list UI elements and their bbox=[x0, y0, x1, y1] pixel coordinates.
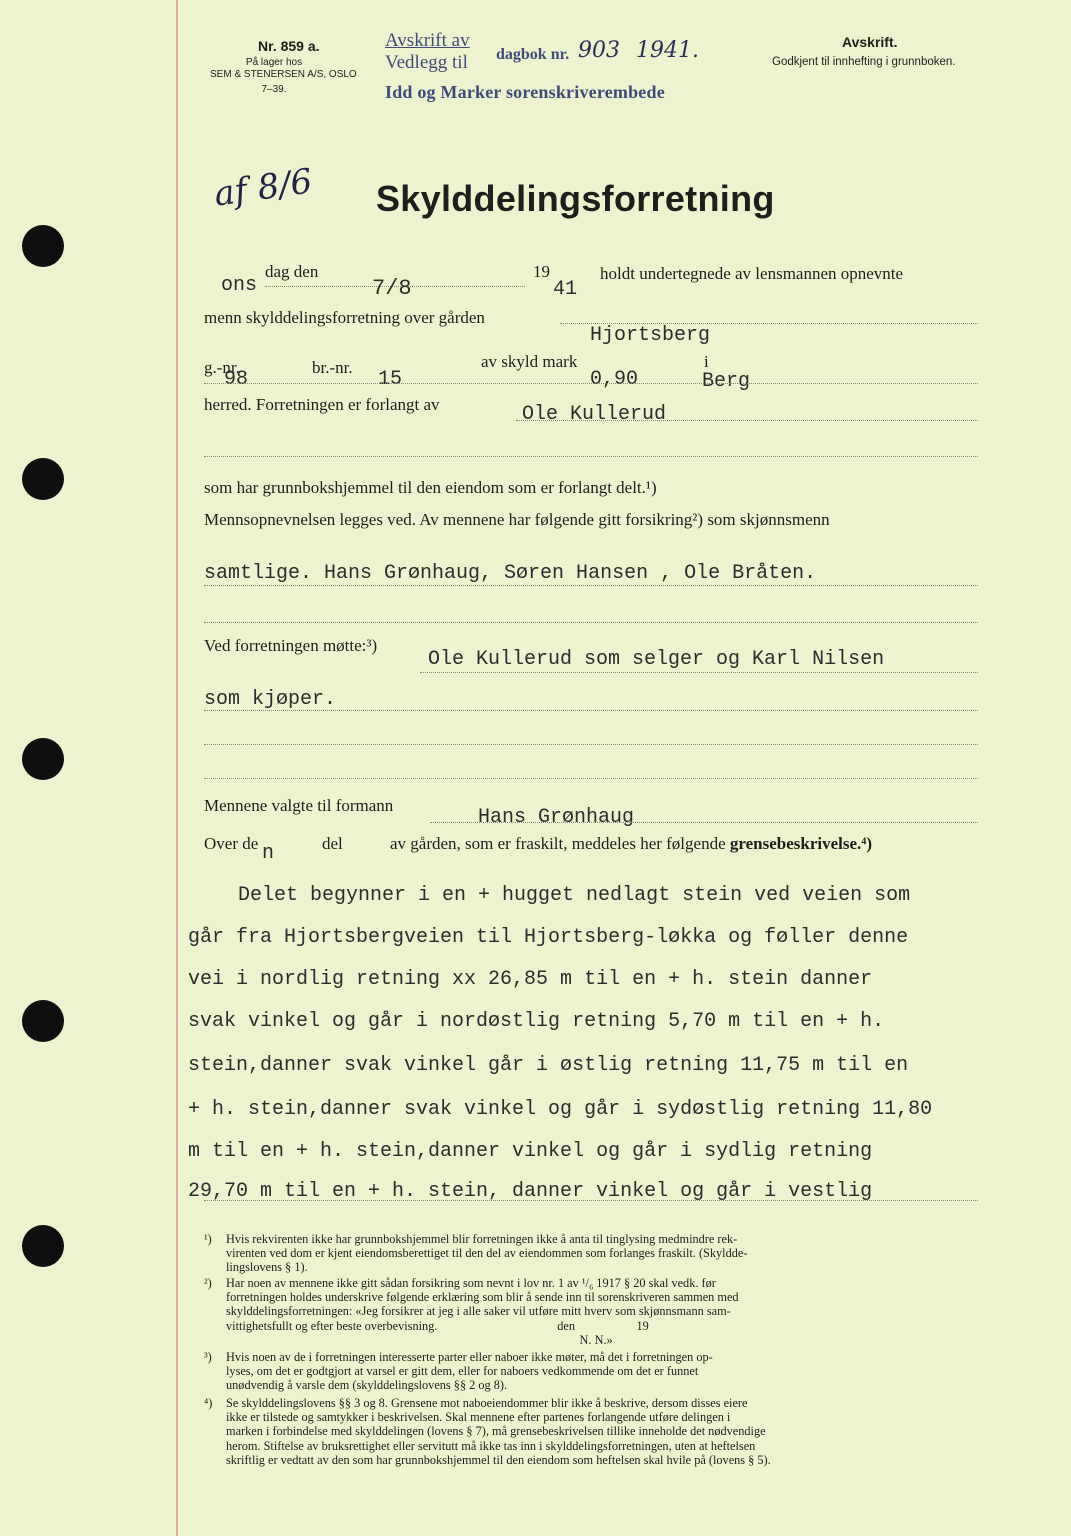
boundary-line: vei i nordlig retning xx 26,85 m til en + h. stein danner bbox=[188, 968, 873, 991]
footnote-2 bbox=[204, 1276, 984, 1347]
present-line bbox=[420, 672, 978, 673]
stamp-office: Idd og Marker sorenskriverembede bbox=[385, 82, 665, 102]
blank-line bbox=[204, 710, 978, 711]
present-line2: som kjøper. bbox=[204, 688, 337, 711]
footnote-3 bbox=[204, 1350, 984, 1393]
boundary-line: Delet begynner i en + hugget nedlagt stein ved veien som bbox=[238, 884, 911, 907]
footnote-1 bbox=[204, 1232, 984, 1275]
footnote-line: herom. Stiftelse av bruksrettighet eller servitutt må ikke tas inn i skylddelingsforretningen, uten at heftelsen bbox=[226, 1438, 756, 1453]
boundary-line: m til en + h. stein,danner vinkel og går i sydlig retning bbox=[188, 1140, 873, 1163]
chairman-line bbox=[430, 822, 978, 823]
gnr-label: g.-nr. bbox=[204, 358, 240, 377]
boundary-intro bbox=[390, 834, 872, 854]
over-label: Over de bbox=[204, 834, 259, 853]
i-label: i bbox=[704, 352, 709, 371]
boundary-intro-plain: av gården, som er fraskilt, meddeles her følgende bbox=[390, 834, 726, 853]
boundary-line: 29,70 m til en + h. stein, danner vinkel og går i vestlig bbox=[188, 1180, 873, 1203]
boundary-line: svak vinkel og går i nordøstlig retning 5,70 m til en + h. bbox=[188, 1010, 885, 1033]
blank-line bbox=[204, 744, 978, 745]
year-prefix: 19 bbox=[533, 262, 550, 281]
stamp-line2: Vedlegg til bbox=[385, 52, 468, 73]
boundary-dotted-line bbox=[204, 1200, 978, 1201]
gnr-line bbox=[204, 383, 978, 384]
footnote-line: unødvendig å varsle dem (skylddelingslovens §§ 2 og 8). bbox=[226, 1378, 508, 1393]
chairman: Hans Grønhaug bbox=[478, 806, 635, 829]
del-label: del bbox=[322, 834, 343, 853]
mennsop-text: Mennsopnevnelsen legges ved. Av mennene har følgende gitt forsikring²) som skjønnsmenn bbox=[204, 510, 830, 529]
copy-label: Avskrift. bbox=[842, 34, 898, 50]
skyld: 0,90 bbox=[590, 368, 639, 391]
margin-line bbox=[176, 0, 178, 1536]
footnote-line: ikke er tilstede og samtykker i beskrivelsen. Skal mennene efter partenes forlangende utføre delingen i bbox=[226, 1410, 731, 1425]
boundary-line: + h. stein,danner svak vinkel og går i sydøstlig retning 11,80 bbox=[188, 1098, 933, 1121]
footnote-line: N. N.» bbox=[226, 1332, 613, 1347]
municipality: Berg bbox=[702, 370, 751, 393]
footnote-4 bbox=[204, 1396, 984, 1467]
binder-hole bbox=[22, 458, 64, 500]
footnote-line: lyses, om det er godtgjort at varsel er gitt dem, eller for naboers vedkommende om det er funnet bbox=[226, 1364, 699, 1379]
present-label: Ved forretningen møtte:³) bbox=[204, 636, 378, 655]
binder-hole bbox=[22, 1225, 64, 1267]
chairman-label: Mennene valgte til formann bbox=[204, 796, 394, 815]
dagbok-number: 903 bbox=[578, 38, 620, 63]
boundary-intro-bold: grensebeskrivelse.⁴) bbox=[729, 834, 873, 853]
requested-by: Ole Kullerud bbox=[522, 403, 667, 426]
footnote-num: ⁴) bbox=[204, 1396, 213, 1410]
footnote-line: Se skylddelingslovens §§ 3 og 8. Grensene mot naboeiendommer blir ikke å beskrive, dersom disses eiere bbox=[226, 1396, 748, 1410]
boundary-line: stein,danner svak vinkel går i østlig retning 11,75 m til en bbox=[188, 1054, 909, 1077]
boundary-line: går fra Hjortsbergveien til Hjortsberg-løkka og føller denne bbox=[188, 926, 909, 949]
footnote-num: ²) bbox=[204, 1276, 212, 1290]
footnote-line: vittighetsfullt og efter beste overbevisning. den 19 bbox=[226, 1318, 649, 1333]
margin-note: af 8/6 bbox=[211, 161, 315, 215]
footnote-line: virenten ved dom er kjent eiendomsberettiget til den del av eiendommen som forlanges fraskilt. (Skyldde- bbox=[226, 1246, 748, 1261]
footnote-line: Hvis rekvirenten ikke har grunnbokshjemmel blir forretningen ikke å anta til tinglysing medmindre rek- bbox=[226, 1232, 738, 1246]
publisher-line1: På lager hos bbox=[245, 57, 303, 68]
footnote-line: Hvis noen av de i forretningen interesserte parter eller naboer ikke møter, må det i forretningen op- bbox=[226, 1350, 713, 1364]
footnote-line: marken i forbindelse med skylddelingen (lovens § 7), må grensebeskrivelsen tillike inneholde det nødvendige bbox=[226, 1424, 766, 1439]
requested-line bbox=[516, 420, 978, 421]
binder-hole bbox=[22, 1000, 64, 1042]
footnote-num: ¹) bbox=[204, 1232, 212, 1246]
year-suffix: 41 bbox=[553, 278, 578, 301]
publisher-line2: SEM & STENERSEN A/S, OSLO bbox=[210, 69, 357, 80]
herred-text: herred. Forretningen er forlangt av bbox=[204, 395, 440, 414]
stamp-line1: Avskrift av bbox=[385, 30, 470, 51]
menn-text: menn skylddelingsforretning over gården bbox=[204, 308, 485, 327]
footnote-line: forretningen holdes underskrive følgende erklæring som blir å sende inn til sorenskriveren sammen med bbox=[226, 1290, 739, 1305]
blank-line bbox=[204, 778, 978, 779]
footnote-num: ³) bbox=[204, 1350, 212, 1364]
footnote-line: skriftlig er vedtatt av den som har grunnbokshjemmel til den eiendom som heftelsen skal hvile på (lovens § 5). bbox=[226, 1452, 771, 1467]
copy-note: Godkjent til innhefting i grunnboken. bbox=[772, 56, 956, 68]
date: 7/8 bbox=[372, 276, 412, 301]
document-title: Skylddelingsforretning bbox=[376, 178, 775, 219]
footnote-line: skylddelingsforretningen: «Jeg forsikrer at jeg i alle saker vil utføre mitt hverv som skjønnsmann sam- bbox=[226, 1304, 731, 1319]
assessors: samtlige. Hans Grønhaug, Søren Hansen , Ole Bråten. bbox=[204, 562, 817, 585]
assessors-line bbox=[204, 585, 978, 586]
farm-name: Hjortsberg bbox=[590, 324, 711, 347]
gnr: 98 bbox=[224, 368, 249, 391]
over-fill: n bbox=[262, 842, 275, 865]
bnr-label: br.-nr. bbox=[312, 358, 353, 377]
year-handwritten: 1941. bbox=[636, 38, 699, 63]
bnr: 15 bbox=[378, 368, 403, 391]
footnote-line: Har noen av mennene ikke gitt sådan forsikring som nevnt i lov nr. 1 av ¹/₆ 1917 § 20 skal vedk. før bbox=[226, 1276, 716, 1290]
weekday: ons bbox=[221, 274, 258, 297]
blank-line bbox=[204, 622, 978, 623]
footnote-line: lingslovens § 1). bbox=[226, 1260, 308, 1275]
binder-hole bbox=[22, 738, 64, 780]
present-line1: Ole Kullerud som selger og Karl Nilsen bbox=[428, 648, 885, 671]
form-number: Nr. 859 a. bbox=[258, 38, 320, 54]
stamp-dagbok: dagbok nr. bbox=[496, 46, 570, 63]
grunnbok-text: som har grunnbokshjemmel til den eiendom som er forlangt delt.¹) bbox=[204, 478, 657, 497]
held-text: holdt undertegnede av lensmannen opnevnte bbox=[600, 264, 904, 283]
binder-hole bbox=[22, 225, 64, 267]
form-date: 7–39. bbox=[261, 84, 287, 95]
dag-den-label: dag den bbox=[265, 262, 319, 281]
skyld-label: av skyld mark bbox=[481, 352, 578, 371]
blank-line bbox=[204, 456, 978, 457]
